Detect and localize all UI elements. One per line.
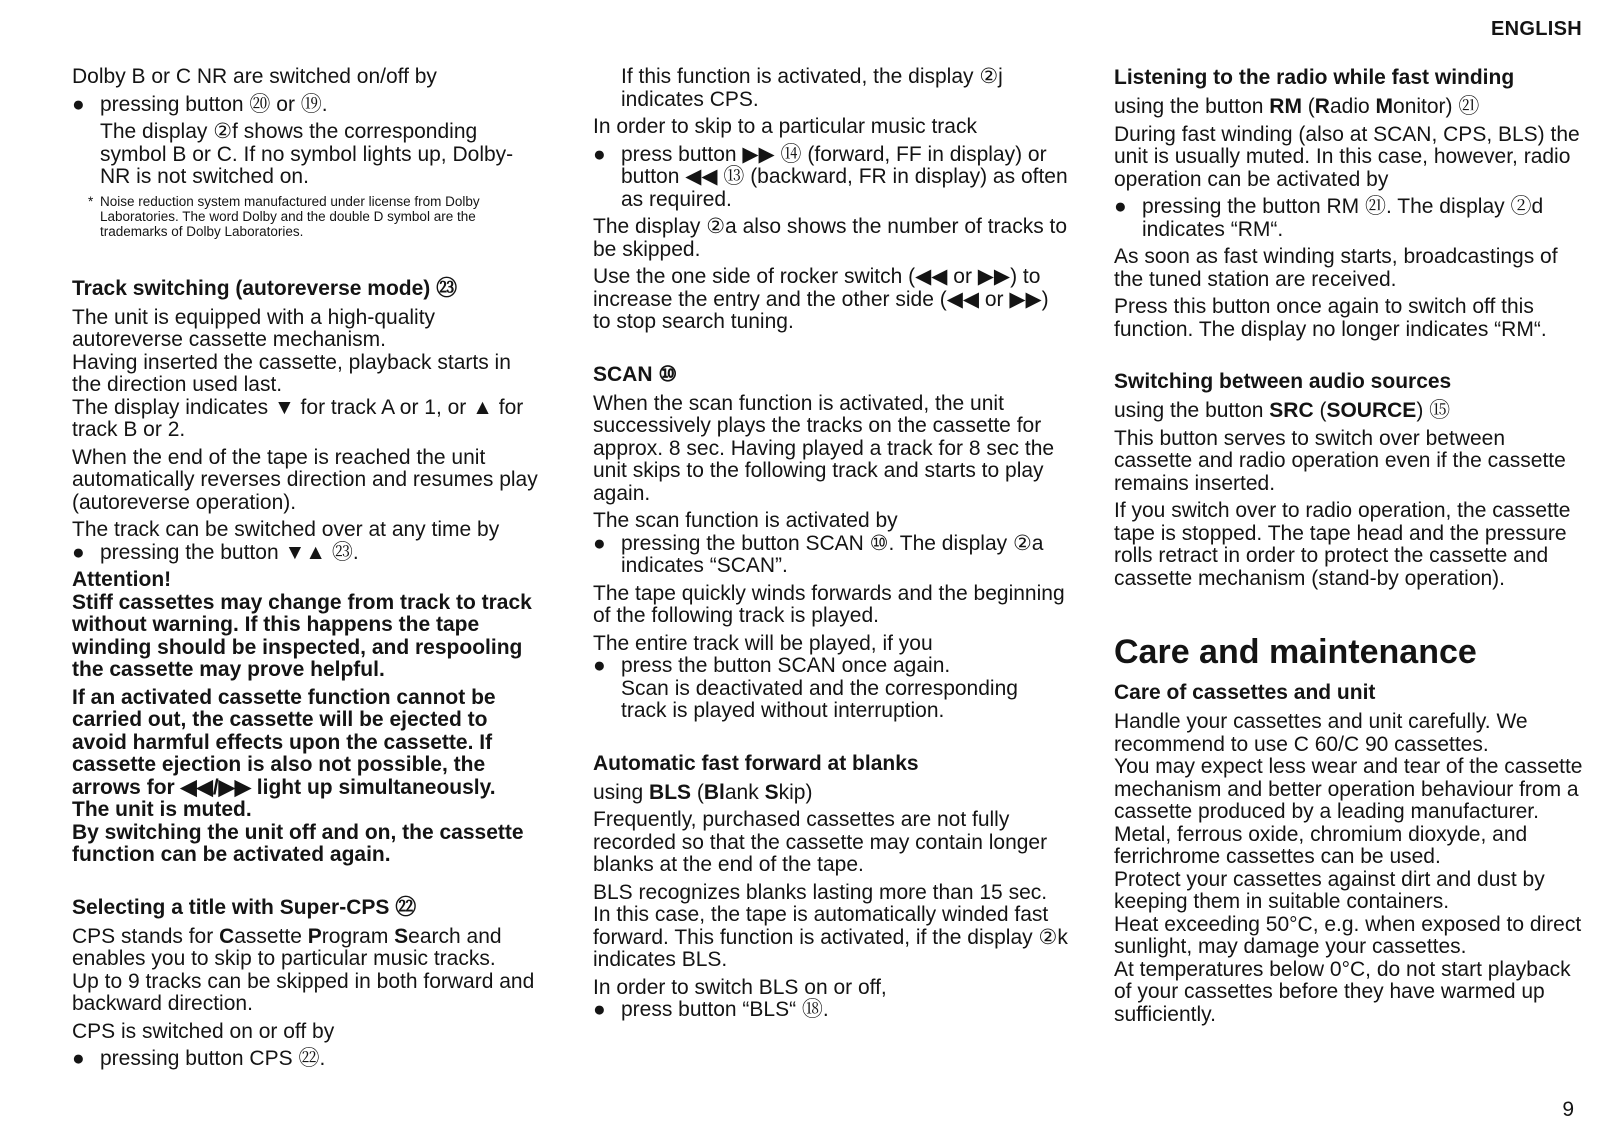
track-paragraph-3: The display indicates ▼ for track A or 1, or ▲ for track B or 2. — [72, 395, 524, 441]
dolby-intro: Dolby B or C NR are switched on/off by — [72, 65, 437, 88]
cps-paragraph-3: CPS is switched on or off by — [72, 1019, 335, 1043]
rocker-switch-text: Use the one side of rocker switch (◀◀ or ▶▶) to increase the entry and the other side (◀◀ or ▶▶) to stop search tuning. — [593, 265, 1049, 333]
bls-paragraph-2: BLS recognizes blanks lasting more than 15 sec. In this case, the tape is automatically winded fast forward. This function is activated, if the display ②k indicates BLS. — [593, 880, 1068, 971]
bls-using-c: ank — [724, 780, 765, 804]
language-header: ENGLISH — [1491, 18, 1582, 40]
attention-paragraph-4: By switching the unit off and on, the cassette function can be activated again. — [72, 820, 524, 866]
track-bullet: ● pressing the button ▼▲ ㉓. — [72, 542, 542, 565]
cps-text-b: assette — [234, 924, 308, 948]
care-paragraph-4: Protect your cassettes against dirt and dust by keeping them in suitable containers. — [1114, 867, 1545, 913]
scan-bullet-1: ● pressing the button SCAN ⑩. The display ②a indicates “SCAN”. — [593, 533, 1068, 578]
skip-display: The display ②a also shows the number of tracks to be skipped. — [593, 215, 1068, 261]
dolby-bullet: ● pressing button ⑳ or ⑲. — [72, 94, 542, 117]
scan-heading: SCAN ⑩ — [593, 362, 678, 386]
cps-text-c: rogram — [321, 924, 395, 948]
footnote-text: Noise reduction system manufactured under license from Dolby Laboratories. The word Dolby and the double D symbol are the trademarks of Dolby Laboratories. — [100, 193, 480, 239]
track-switching-heading: Track switching (autoreverse mode) ㉓ — [72, 276, 458, 300]
cps-indicates: If this function is activated, the display ②j indicates CPS. — [621, 65, 1003, 111]
src-using-b: ( — [1313, 399, 1327, 422]
care-paragraph-5: Heat exceeding 50°C, e.g. when exposed to direct sunlight, may damage your cassettes. — [1114, 912, 1582, 958]
bls-paragraph-1: Frequently, purchased cassettes are not fully recorded so that the cassette may contain longer blanks at the end of the tape. — [593, 808, 1048, 876]
bls-using-bl: Bl — [703, 780, 725, 804]
dolby-display-text: The display ②f shows the corresponding symbol B or C. If no symbol lights up, Dolby-NR is not switched on. — [100, 120, 514, 188]
column-3 — [1114, 66, 1584, 1026]
src-using-name: SRC — [1269, 399, 1314, 422]
care-subheading: Care of cassettes and unit — [1114, 681, 1376, 704]
attention-paragraph-2: If an activated cassette function cannot be carried out, the cassette will be ejected to avoid harmful effects upon the cassette. If cassette ejection is also not possible, the arrows for ◀◀/▶▶ light up simultaneously. — [72, 685, 496, 799]
src-paragraph-1: This button serves to switch over between cassette and radio operation even if the cassette remains inserted. — [1114, 426, 1566, 495]
scan-bullet-2: ● press the button SCAN once again. — [593, 655, 1068, 678]
rm-using-d: onitor) ㉑ — [1393, 95, 1480, 118]
bls-using-b: ( — [691, 780, 704, 804]
skip-intro: In order to skip to a particular music track — [593, 115, 977, 138]
src-paragraph-2: If you switch over to radio operation, the cassette tape is stopped. The tape head and the pressure rolls retract in order to protect the cassette and cassette mechanism (stand-by operation). — [1114, 499, 1571, 590]
scan-paragraph-1: When the scan function is activated, the unit successively plays the tracks on the cassette for approx. 8 sec. Having played a track for 8 sec the unit skips to the following track and starts to play again. — [593, 391, 1055, 505]
cps-letter-p: P — [307, 924, 322, 948]
cps-paragraph-1 — [72, 926, 542, 971]
src-using-source: SOURCE — [1326, 399, 1417, 422]
bls-bullet: ● press button “BLS“ ⑱. — [593, 999, 1068, 1022]
rm-paragraph-1: During fast winding (also at SCAN, CPS, BLS) the unit is usually muted. In this case, however, radio operation can be activated by — [1114, 122, 1580, 191]
track-paragraph-1: The unit is equipped with a high-quality autoreverse cassette mechanism. — [72, 305, 436, 351]
column-2 — [593, 66, 1068, 1027]
rm-paragraph-3: Press this button once again to switch off this function. The display no longer indicates “RM“. — [1114, 295, 1547, 341]
scan-paragraph-4: The entire track will be played, if you — [593, 631, 933, 655]
rm-using-m: M — [1375, 95, 1394, 118]
page-number: 9 — [1562, 1098, 1574, 1121]
skip-bullet: ● press button ▶▶ ⑭ (forward, FF in display) or button ◀◀ ⑬ (backward, FR in display) as often as required. — [593, 144, 1068, 212]
radio-monitor-heading: Listening to the radio while fast winding — [1114, 66, 1515, 89]
dolby-footnote — [72, 194, 542, 239]
column-1 — [72, 66, 542, 1076]
footnote-mark: * — [88, 193, 94, 209]
scan-paragraph-5: Scan is deactivated and the corresponding track is played without interruption. — [621, 676, 1018, 722]
attention-paragraph-1: Stiff cassettes may change from track to track without warning. If this happens the tape winding should be inspected, and respooling the cassette may prove helpful. — [72, 590, 532, 681]
scan-paragraph-2: The scan function is activated by — [593, 509, 898, 532]
bls-using — [593, 782, 1068, 805]
care-paragraph-6: At temperatures below 0°C, do not start playback of your cassettes before they have warmed up sufficiently. — [1114, 957, 1571, 1026]
rm-paragraph-2: As soon as fast winding starts, broadcastings of the tuned station are received. — [1114, 245, 1558, 291]
track-paragraph-2: Having inserted the cassette, playback starts in the direction used last. — [72, 350, 511, 396]
bls-using-d: kip) — [778, 780, 813, 804]
super-cps-heading: Selecting a title with Super-CPS ㉒ — [72, 895, 417, 919]
bls-paragraph-3: In order to switch BLS on or off, — [593, 975, 887, 999]
care-maintenance-title: Care and maintenance — [1114, 633, 1477, 671]
rm-using-a: using the button — [1114, 95, 1270, 118]
src-using — [1114, 400, 1584, 423]
rm-bullet: ● pressing the button RM ㉑. The display ②d indicates “RM“. — [1114, 196, 1584, 241]
bls-using-a: using — [593, 780, 650, 804]
bls-heading: Automatic fast forward at blanks — [593, 751, 919, 775]
track-paragraph-5: The track can be switched over at any time by — [72, 518, 500, 541]
cps-text-d: earch and enables you to skip to particular music tracks. — [72, 924, 502, 970]
src-using-c: ) ⑮ — [1416, 399, 1451, 422]
src-using-a: using the button — [1114, 399, 1270, 422]
rm-using — [1114, 96, 1584, 119]
care-paragraph-3: Metal, ferrous oxide, chromium dioxyde, and ferrichrome cassettes can be used. — [1114, 822, 1528, 868]
attention-label: Attention! — [72, 568, 172, 591]
attention-paragraph-3: The unit is muted. — [72, 798, 252, 821]
cps-text-a: CPS stands for — [72, 924, 220, 948]
bls-using-s: S — [764, 780, 779, 804]
audio-sources-heading: Switching between audio sources — [1114, 370, 1452, 393]
bls-using-name: BLS — [649, 780, 692, 804]
track-paragraph-4: When the end of the tape is reached the unit automatically reverses direction and resumes play (autoreverse operation). — [72, 445, 538, 514]
cps-letter-c: C — [219, 924, 235, 948]
scan-paragraph-3: The tape quickly winds forwards and the beginning of the following track is played. — [593, 581, 1065, 627]
care-paragraph-2: You may expect less wear and tear of the cassette mechanism and better operation behaviour from a cassette produced by a leading manufacturer. — [1114, 755, 1583, 823]
care-paragraph-1: Handle your cassettes and unit carefully. We recommend to use C 60/C 90 cassettes. — [1114, 710, 1528, 756]
rm-using-name: RM — [1269, 95, 1302, 118]
rm-using-r: R — [1314, 95, 1330, 118]
cps-paragraph-2: Up to 9 tracks can be skipped in both forward and backward direction. — [72, 969, 535, 1015]
rm-using-c: adio — [1329, 95, 1376, 118]
rm-using-b: ( — [1301, 95, 1315, 118]
cps-letter-s: S — [394, 924, 409, 948]
cps-bullet: ● pressing button CPS ㉒. — [72, 1048, 542, 1071]
